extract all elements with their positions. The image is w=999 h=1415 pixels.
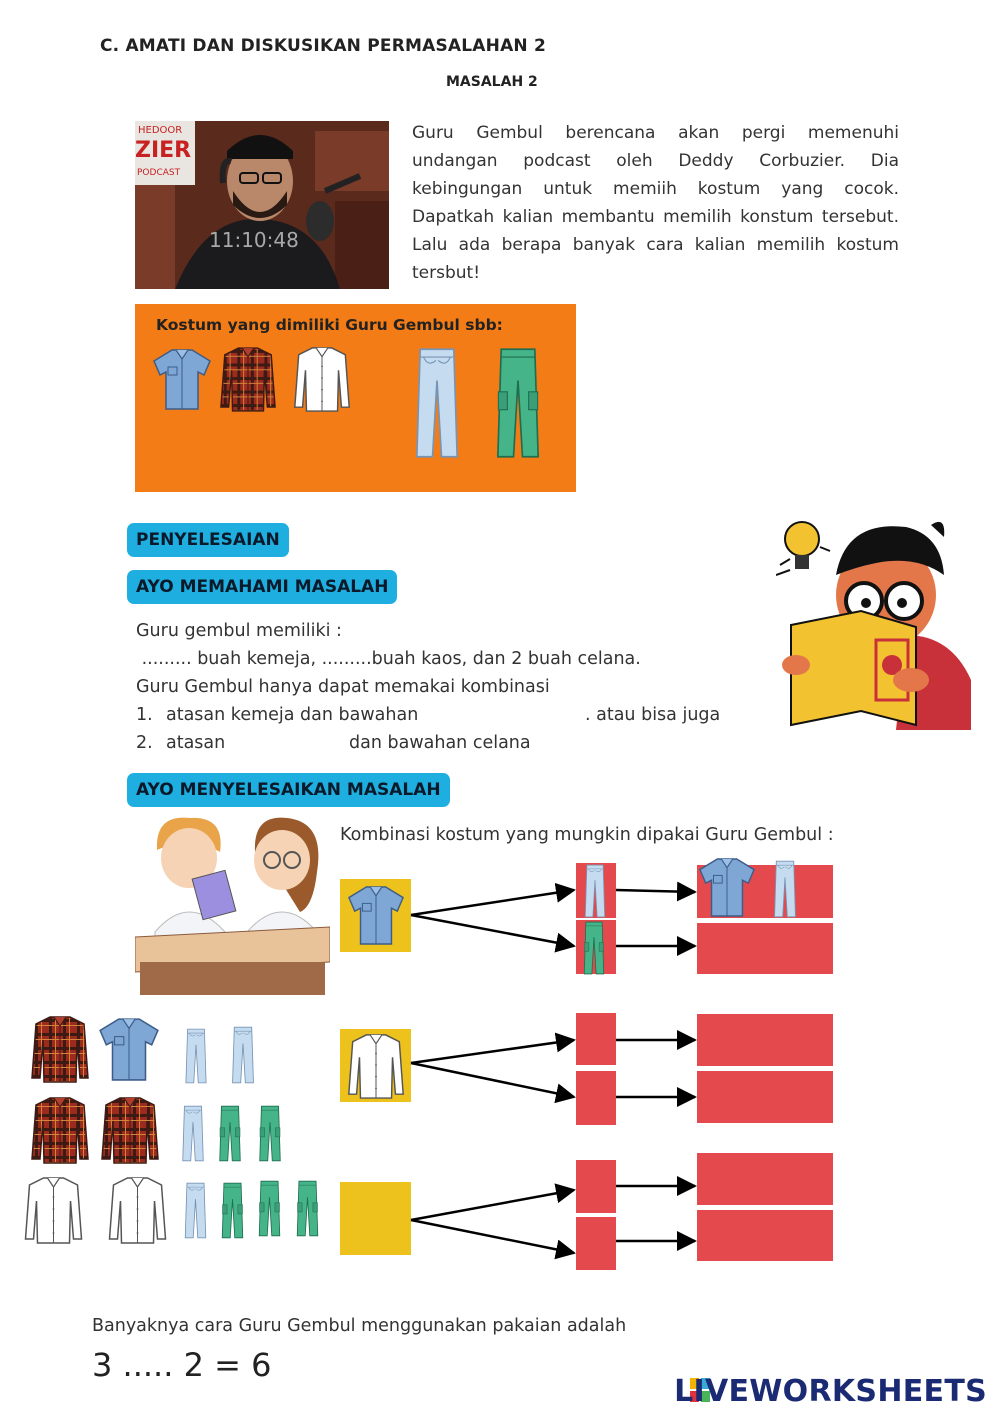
plaid-shirt-icon[interactable] xyxy=(30,1014,90,1084)
result-question: Banyaknya cara Guru Gembul menggunakan pakaian adalah xyxy=(92,1316,627,1336)
arrow xyxy=(411,1220,574,1253)
sign-line-3: PODCAST xyxy=(137,168,181,178)
list-item-1-start: atasan kemeja dan bawahan xyxy=(166,705,419,725)
list-number-2: 2. xyxy=(136,733,153,753)
list-item-2-end: dan bawahan celana xyxy=(349,733,531,753)
understanding-line-3: Guru Gembul hanya dapat memakai kombinasi xyxy=(136,677,550,697)
plaid-shirt-icon[interactable] xyxy=(100,1095,160,1165)
list-item-2-start: atasan xyxy=(166,733,226,753)
short-sleeve-shirt-icon[interactable] xyxy=(98,1016,160,1082)
arrow xyxy=(411,890,574,915)
sign-line-1: HEDOOR xyxy=(138,125,183,136)
penyelesaian-label: PENYELESAIAN xyxy=(127,523,289,557)
cargo-pants-icon[interactable] xyxy=(256,1105,284,1162)
combination-intro: Kombinasi kostum yang mungkin dipakai Guru Gembul : xyxy=(340,825,834,845)
arrow xyxy=(411,1190,574,1220)
photo-timestamp: 11:10:48 xyxy=(209,228,299,252)
menyelesaikan-masalah-label: AYO MENYELESAIKAN MASALAH xyxy=(127,773,450,807)
jeans-icon[interactable] xyxy=(181,1028,211,1084)
cargo-pants-icon[interactable] xyxy=(219,1182,246,1239)
costume-box-title: Kostum yang dimiliki Guru Gembul sbb: xyxy=(156,316,503,334)
list-number-1: 1. xyxy=(136,705,153,725)
liveworksheets-logo: LIVEWORKSHEETS xyxy=(674,1374,987,1409)
arrow xyxy=(411,1063,574,1097)
cargo-pants-icon[interactable] xyxy=(294,1180,321,1237)
list-item-1-end: . atau bisa juga xyxy=(585,705,721,725)
result-equation: 3 ..... 2 = 6 xyxy=(92,1346,272,1384)
memahami-masalah-label: AYO MEMAHAMI MASALAH xyxy=(127,570,397,604)
cargo-pants-icon[interactable] xyxy=(216,1105,244,1162)
jeans-icon[interactable] xyxy=(228,1026,258,1084)
jeans-icon[interactable] xyxy=(182,1182,209,1239)
sign-line-2: ZIER xyxy=(135,138,192,163)
white-shirt-icon[interactable] xyxy=(16,1175,91,1245)
plaid-shirt-icon[interactable] xyxy=(30,1095,90,1165)
cargo-pants-icon[interactable] xyxy=(256,1180,283,1237)
jeans-icon[interactable] xyxy=(179,1105,207,1162)
problem-subtitle: MASALAH 2 xyxy=(446,74,538,90)
white-shirt-icon[interactable] xyxy=(100,1175,175,1245)
arrow xyxy=(616,890,695,892)
understanding-line-1: Guru gembul memiliki : xyxy=(136,621,342,641)
arrow xyxy=(411,915,574,946)
section-title: C. AMATI DAN DISKUSIKAN PERMASALAHAN 2 xyxy=(100,36,547,56)
problem-text: Guru Gembul berencana akan pergi memenuhi undangan podcast oleh Deddy Corbuzier. Dia kebingungan untuk memiih kostum yang cocok. Dapatkah kalian membantu memilih konstum tersebut. Lalu ada berapa banyak cara kalian memilih kostum tersbut! xyxy=(412,123,899,283)
arrow xyxy=(411,1040,574,1063)
understanding-line-2: ......... buah kemeja, .........buah kaos, dan 2 buah celana. xyxy=(136,649,641,669)
